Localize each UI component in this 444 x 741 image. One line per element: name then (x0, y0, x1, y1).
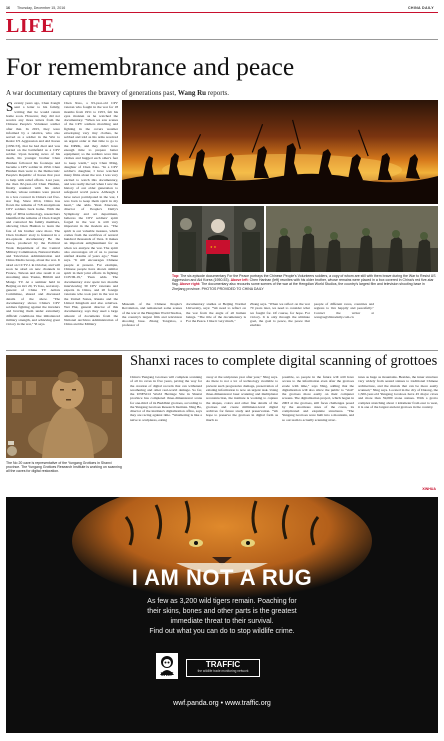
main-col4-text: documentary studies at Beijing Normal University, says: "We need to reflect on the war from the angle of all human beings. "The title of the documentary is For the Peace. I like it very much," (186, 302, 246, 323)
second-col1-text: China's Yungang Grottoes will complete scanning of all its caves in five years, paving the way for the creation of digital records that can withstand weathering and other real-world damage. So far, the UNESCO World Heritage Site in Shanxi province has completed three-dimensional scans for one-third of its Buddhist grottoes, according to the Yungang Grottoes Research Institute. Ning Bo, director of the institute's digitalization office, says they are racing against time. "Weathering is like a naive to sculptures, eating (130, 375, 202, 422)
studio-scene (266, 206, 438, 272)
main-photo-caption (172, 274, 438, 300)
main-column-3 (122, 302, 182, 346)
standfirst (6, 89, 229, 98)
main-column-6 (314, 302, 374, 346)
ad-body (6, 597, 438, 637)
header-rule (6, 12, 438, 13)
main-col6-text: people of different races, countries and regions to live happily and peacefully." Contact the writer at wangru@chinadaily.com.cn (314, 302, 374, 319)
main-col5-text: Zhang says. "When we reflect on the war 70 years later, we need to consider what we fought for. Of course, for hope. For victory. It is only through the ultimate goal, the goal is peace, the peace that enables (250, 302, 310, 328)
traffic-label: TRAFFIC (205, 660, 241, 669)
traffic-sub: the wildlife trade monitoring network (197, 669, 249, 673)
caption-above-right-label: Above right: (179, 282, 201, 287)
reunion-photo (172, 206, 264, 272)
story-divider (6, 350, 438, 351)
main-col3-text: Museum of the Chinese People's Revolution, and remastered some scenes of the war at the Hengdian World Studios, the country's largest film and television shooting base. Zhang Tongxiao, a professor of (122, 302, 182, 328)
main-column-4 (186, 302, 246, 346)
ad-line-3: immediate threat to their survival. (170, 618, 274, 625)
traffic-logo (186, 659, 260, 677)
grotto-photo-caption: The No 20 cave is representative of the Yungang Grottoes in Shanxi province. The Yungang Grottoes Research Institute is working on scanning all the caves for digital restoration. (6, 461, 122, 474)
dropcap: S (6, 101, 14, 114)
byline: Wang Ru (177, 89, 207, 97)
main-column-5 (250, 302, 310, 346)
caption-above-left-text: Chen Hanhan (left) reunites with his older brother, whose remains were placed in a box covered in China's red five-star flag. (172, 278, 434, 287)
ad-line-4: Find out what you can do to stop wildlife crime. (149, 628, 295, 635)
main-headline: For remembrance and peace (6, 52, 295, 81)
second-headline: Shanxi races to complete digital scanning of grottoes (130, 353, 438, 369)
ad-line-2: their skins, bones and other parts is the greatest (147, 608, 297, 615)
buddha-statue-scene (6, 355, 122, 458)
main-col2-text: Chen Xiao, a 93-year-old CPV veteran who fought in the war for 18 months from 1951 to 1953, felt his eyes moisten as he watched the documentary. "When we saw scenes of the CPV soldiers marching and fighting in the covers weather enveloping very tiny clothes, he sobbed and told as his arms received an urgent order at that time to go to the DPRK, and they didn't have enough time to prepare better equipment; so the soldiers wore thin clothes and hugged each other's feet to keep warm," says Chen Ming, daughter of Chen Xiao. "In a CPV soldier's daughter, I have watched many films about the war. I was very excited to watch this documentary, and was really moved when I saw the history of our older generation to safeguard world peace. Although I have never participated in the war, I was born to keep them spirit in my heart," she adds. Yuan Xiaowen, director of People's Daily's Symphony and art department, believes the CPV soldiers' spirit forged in the war is still very important in the modern era. "The spirit is our valuable treasure, which comes from the sacrifices of several hundred thousands of lives. It makes an important enlightenment for us when we analyze the war. The spirit also encourages all of us to pursue unified dreams of years ago," Yuan says. "It still encourages Chinese people at present. For example, Chinese people have shown similar spirit in their joint efforts in fighting COVID-19," Yuan adds. The documentary crew spent two months interviewing 30 CPV veterans and experts in China, and 20 foreign veterans who took part in the war in the United States, Russia and the United Kingdom and also relatives. Wei Hui, general director of this documentary, says they used a large amount of documents from the National Archives Administration of China and the Military (64, 101, 118, 326)
second-column-1 (130, 375, 202, 487)
svg-text:★ ★: ★ ★ (210, 245, 217, 249)
ad-headline: I AM NOT A RUG (131, 565, 313, 590)
main-col1-text: eventy years ago, Chen Zongli sent a letter to his family, writing that he would return home soon. However, they did not receive any more letters from the Chinese People's Volunteer soldier after that. In 2015, they were informed by a relative, who also served as a soldier in the War to Resist US Aggression and Aid Korea (1950-53), that he had died and was buried on the battlefield as a CPV soldier. Upon hearing news of his death, his younger brother Chen Hanhan followed his footsteps and became a CPV soldier in 1950. Chen Hanhan then went to the Democratic People's Republic of Korea that year to help with relief efforts. Last year, the then 82-year-old Chen Hanhan, finally reunited with his older brother, whose remains were placed in a box covered in China's red five-star flag. Since 2014, China has flown the remains of 718 anonymous CPV soldiers back home. With the help of DNA technology, researchers identified the remains of Chen Zongli and contacted his family members, allowing Chen Hanhan to learn the fate of his brother once more. The Chen brothers' story is featured in a six-episode documentary Be the Peace, produced by the Political Work Department of the Central Military Commission, National Radio and Television Administration and China Media Group, about the war. It aired on CCTV-1 in October, and will soon be aired on new channels in France, Taiwan and also result it on streaming sites Youku, Bilibili and Mango TV. At a seminar held in Beijing on Oct 20, Tv Kao, secretary-general of China TV Artists Committee, shared and discussed details of the show. "The documentary shows China's CPV soldiers fighting against the invaders and braving them under extremely difficult conditions like imbalanced military strength, and achieving great victory in the war," Yi says. (6, 101, 60, 326)
ad-line-1: As few as 3,200 wild tigers remain. Poaching for (147, 598, 297, 605)
caption-above-right-text: The documentary also recounts some scenes of the war at the Hengdian World Studios, the country's largest film and television shooting base in Zhejiang province. PHOTOS PROVIDED TO CHINA DAILY (172, 282, 425, 291)
issue-date: Thursday, December 15, 2016 (17, 6, 66, 10)
standfirst-text: A war documentary captures the bravery of generations past, (6, 89, 178, 97)
page-number: 16 (6, 6, 10, 10)
tiger-ad (6, 497, 438, 733)
main-column-1 (6, 101, 60, 346)
second-col3-text: possible, so people in the future will still have access to the information even after the grottoes erode with time," says Ning, adding that the digitalization will also allow the public to "visit" the grottoes more easily on their computer screens. The digitalization project, which began in 2003 at the grottoes, still faces challenges posed by the enormous sizes of the caves, its complicated and exquisite structures. "The Yungang Grottoes were built into a mountain, and so our team is actually scanning struc- (282, 375, 354, 422)
soldier-silhouettes (122, 100, 438, 204)
second-column-3 (282, 375, 354, 487)
second-col2-text: away at the sculptures year after year," Ning says. As there is not a lot of technology available to prevent such progressive damage, preservation of existing information is now an urgent task. Using three-dimensional laser scanning and multiplanar reconstruction, the institute is working to capture the shapes, colors and other fine details of the grottoes and create millimeter-level digital archives for future study and preservation. "We hope to preserve the grottoes in digital form as much as (206, 375, 278, 422)
wwf-label: WWF (160, 672, 174, 678)
byline-suffix: reports. (206, 89, 229, 97)
second-column-4 (358, 375, 438, 487)
caption-top-text: The six-episode documentary For the Peace portrays the Chinese People's Volunteers soldiers, a copy of whom are still with them brave during the War to Resist US Aggression and Aid Korea (1950-53). (172, 274, 436, 283)
reunion-scene (172, 206, 264, 272)
second-column-2 (206, 375, 278, 487)
section-title: LIFE (6, 15, 55, 37)
publication-name: CHINA DAILY (408, 6, 434, 10)
studio-photo (266, 206, 438, 272)
wwf-logo (156, 653, 178, 679)
caption-above-left-label: Above left: (230, 278, 249, 283)
second-col4-text: tures as huge as mountains. Besides, the inner structure vary widely from seated statues to traditional Chinese architecture, and the murals that can be more easily scanned," Ning says. Located in the city of Datong, the 1,500-year-old Yungang Grottoes have 45 major caves and more than 59,000 stone statues. With a grotto complex stretching about 1 kilometer from east to west, it is one of the largest ancient grottoes in the country. (358, 375, 438, 409)
agency-credit: XINHUA (422, 487, 436, 491)
main-column-2 (64, 101, 118, 346)
grotto-photo (6, 355, 122, 458)
section-rule (6, 39, 438, 40)
ad-urls[interactable]: wwf.panda.org • www.traffic.org (173, 700, 271, 707)
battle-photo (122, 100, 438, 204)
caption-top-label: Top: (172, 274, 180, 278)
